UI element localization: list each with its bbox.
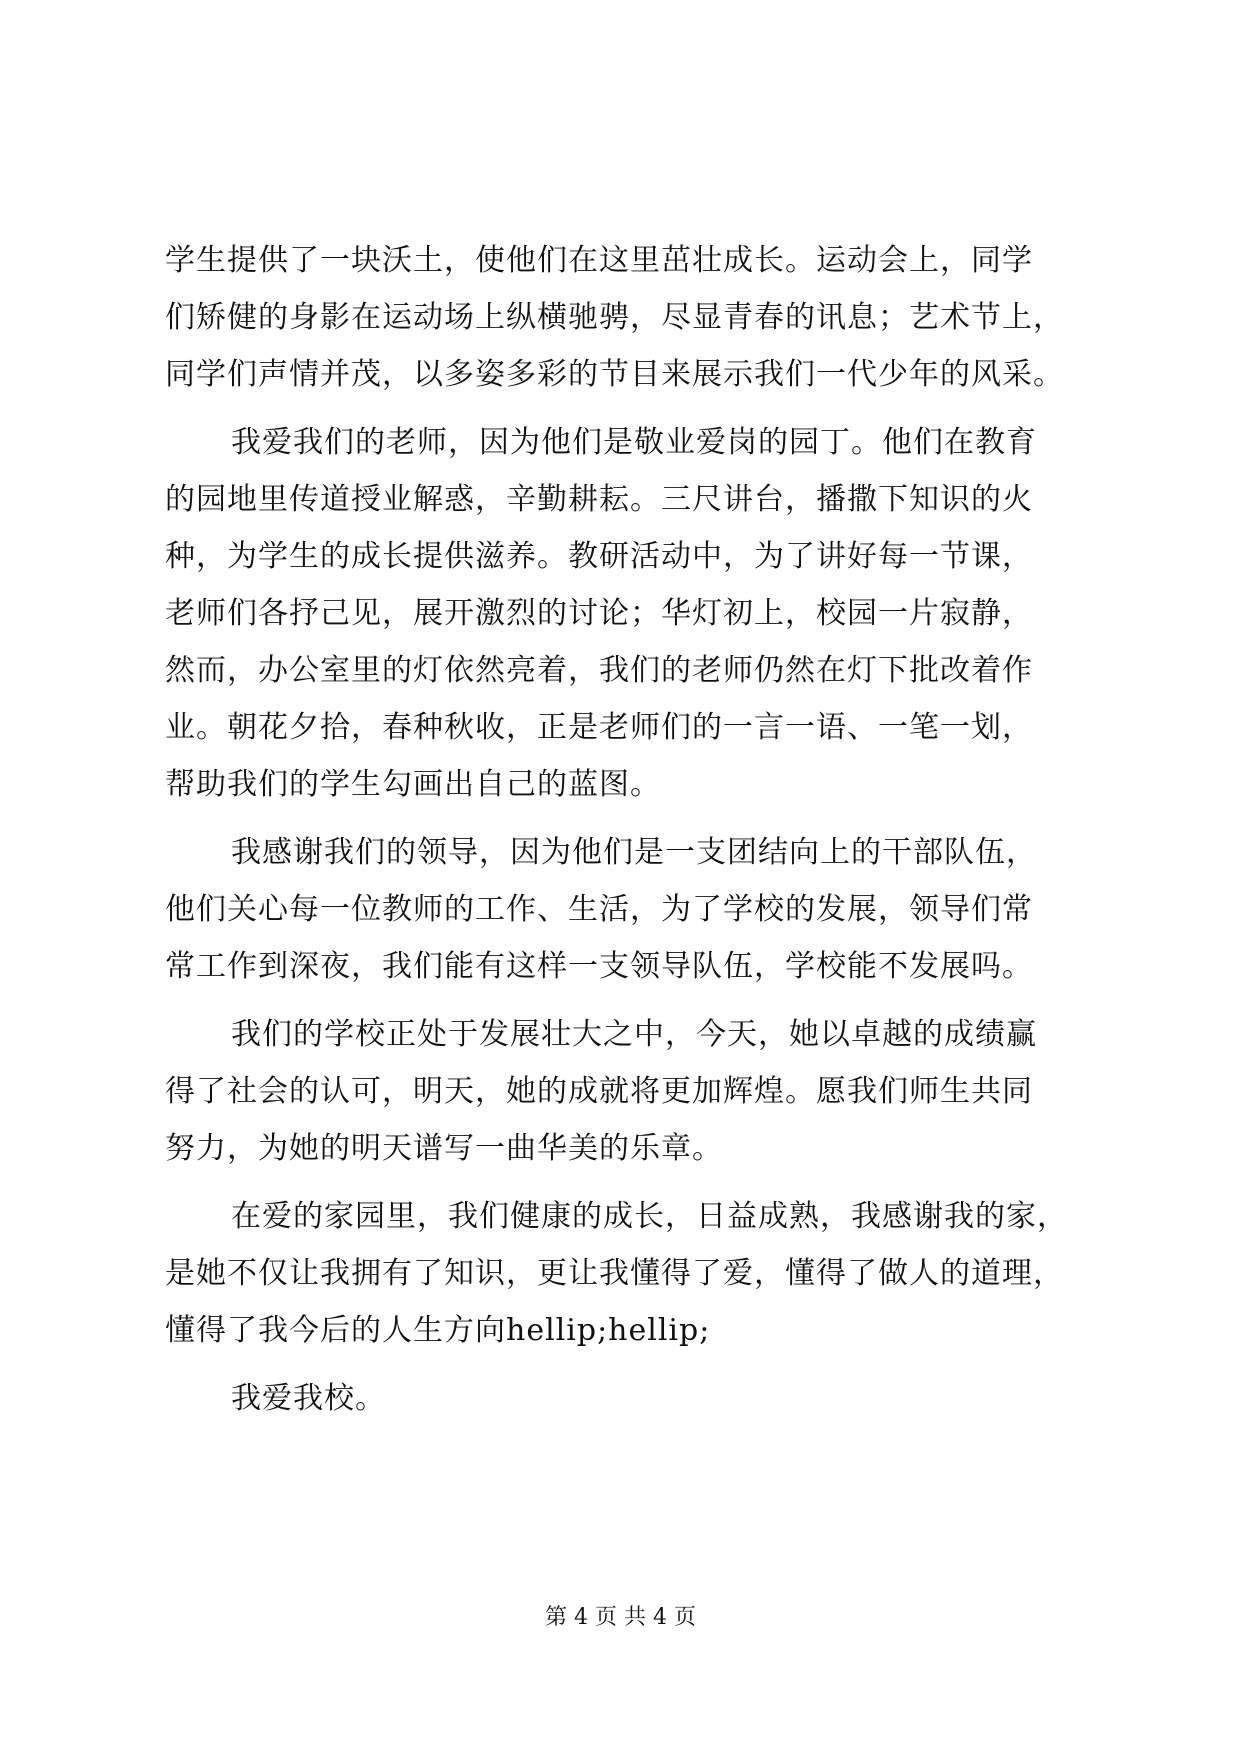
text-line: 学生提供了一块沃土，使他们在这里茁壮成长。运动会上，同学 [165,243,1033,278]
text-line: 然而，办公室里的灯依然亮着，我们的老师仍然在灯下批改着作 [165,653,1033,688]
text-line: 的园地里传道授业解惑，辛勤耕耘。三尺讲台，播撒下知识的火 [165,482,1033,517]
text-line: 我爱我们的老师，因为他们是敬业爱岗的园丁。他们在教育 [231,425,1037,460]
text-line: 常工作到深夜，我们能有这样一支领导队伍，学校能不发展吗。 [165,949,1033,984]
text-line: 们矫健的身影在运动场上纵横驰骋，尽显青春的讯息；艺术节上， [165,300,1064,335]
text-line: 同学们声情并茂，以多姿多彩的节目来展示我们一代少年的风采。 [165,357,1064,392]
text-line: 老师们各抒己见，展开激烈的讨论；华灯初上，校园一片寂静， [165,596,1033,631]
text-line: 种，为学生的成长提供滋养。教研活动中，为了讲好每一节课， [165,539,1033,574]
paragraph [165,1370,1085,1427]
paragraph [165,232,1085,403]
text-line: 得了社会的认可，明天，她的成就将更加辉煌。愿我们师生共同 [165,1074,1033,1109]
page-footer: 第 4 页 共 4 页 [545,1605,696,1630]
paragraph [165,1188,1085,1359]
text-line: 我爱我校。 [231,1381,386,1416]
text-line: 在爱的家园里，我们健康的成长，日益成熟，我感谢我的家， [231,1199,1068,1234]
text-line: 他们关心每一位教师的工作、生活，为了学校的发展，领导们常 [165,892,1033,927]
text-line: 懂得了我今后的人生方向hellip;hellip; [165,1313,711,1348]
paragraph [165,1006,1085,1177]
paragraph [165,414,1085,813]
paragraph [165,824,1085,995]
document-body [165,232,1085,1427]
text-line: 业。朝花夕拾，春种秋收，正是老师们的一言一语、一笔一划， [165,710,1033,745]
text-line: 我们的学校正处于发展壮大之中，今天，她以卓越的成绩赢 [231,1017,1037,1052]
text-line: 我感谢我们的领导，因为他们是一支团结向上的干部队伍， [231,835,1037,870]
text-line: 帮助我们的学生勾画出自己的蓝图。 [165,767,661,802]
text-line: 是她不仅让我拥有了知识，更让我懂得了爱，懂得了做人的道理， [165,1256,1064,1291]
text-line: 努力，为她的明天谱写一曲华美的乐章。 [165,1131,723,1166]
